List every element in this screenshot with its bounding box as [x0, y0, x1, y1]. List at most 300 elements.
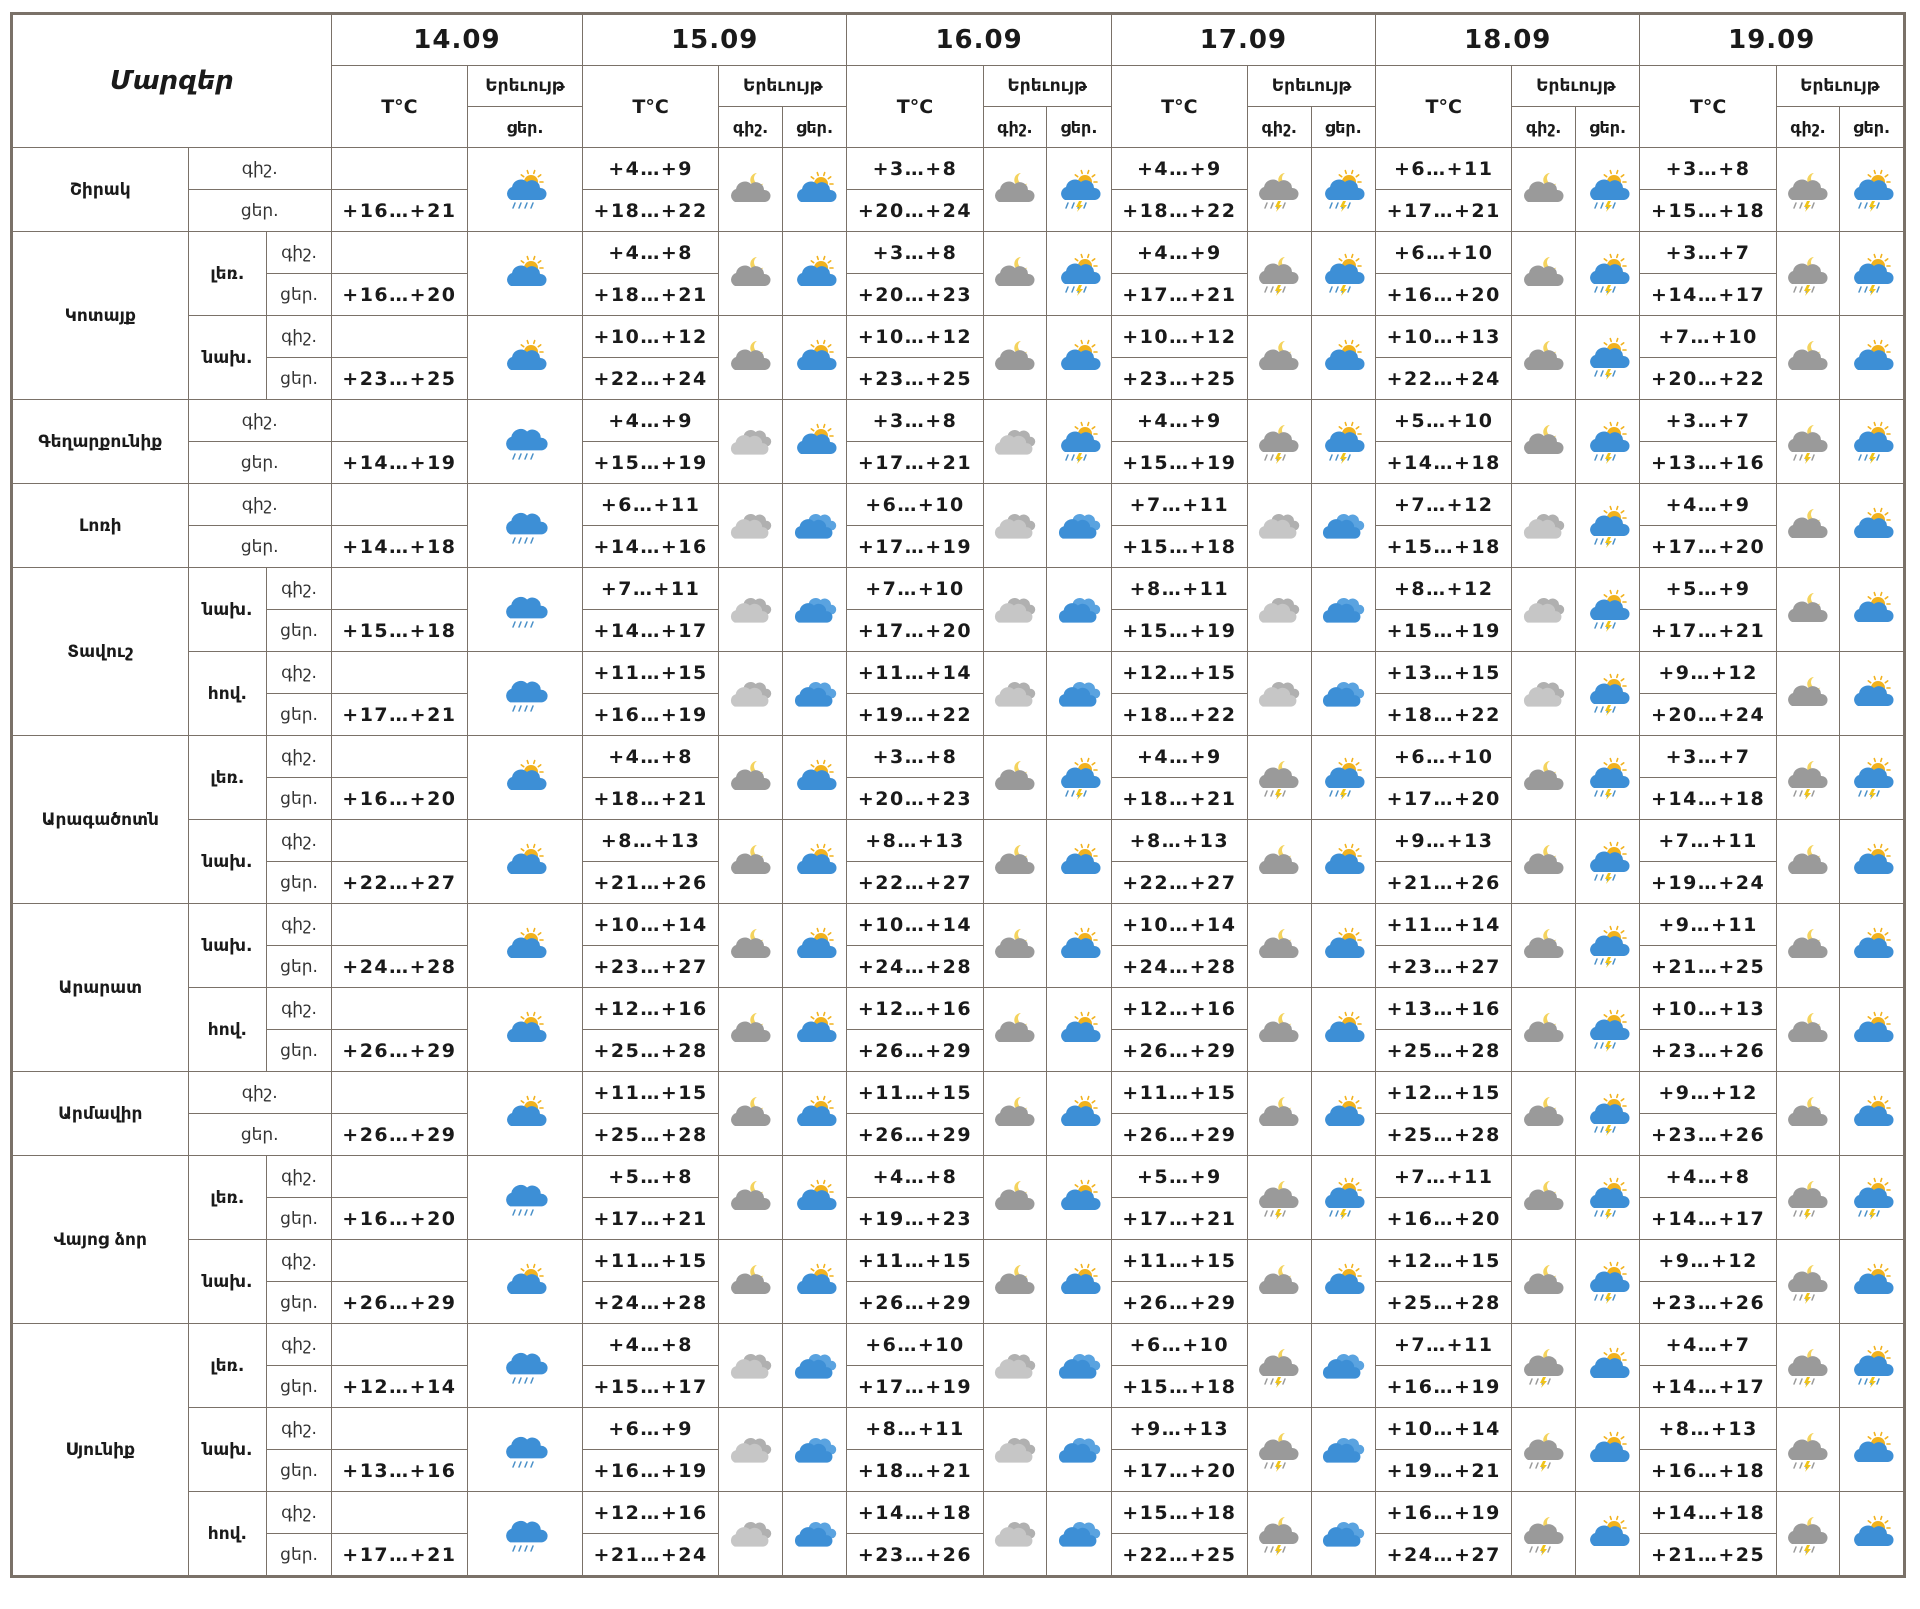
sun-cloud-thunder-rain-icon: [1576, 504, 1640, 548]
weather-cell: [782, 232, 847, 316]
weather-cell: [1247, 148, 1311, 232]
weather-cell: [782, 988, 847, 1072]
weather-cell: [468, 1156, 583, 1240]
weather-cell: [1047, 568, 1112, 652]
night-label: գիշ.: [267, 1408, 332, 1450]
temperature-range: +14…+17: [1640, 1366, 1776, 1408]
cloud-moon-icon: [984, 336, 1047, 380]
temperature-range: +21…+26: [1376, 862, 1512, 904]
phenomenon-header: Երեւույթ: [468, 66, 583, 107]
date-header: 19.09: [1640, 14, 1905, 66]
cloud-moon-thunder-rain-icon: [1248, 420, 1311, 464]
temperature-range: +4…+9: [1111, 148, 1247, 190]
weather-cell: [1776, 316, 1840, 400]
temperature-range: +17…+21: [847, 442, 983, 484]
weather-cell: [1247, 1408, 1311, 1492]
weather-cell: [1776, 400, 1840, 484]
grey-clouds-icon: [1248, 504, 1311, 548]
day-label: ցեր.: [267, 274, 332, 316]
sun-cloud-icon: [783, 1260, 847, 1304]
temperature-range: +16…+21: [331, 190, 467, 232]
temperature-range: +11…+15: [583, 652, 719, 694]
weather-cell: [1575, 652, 1640, 736]
sun-cloud-rain-icon: [468, 168, 582, 212]
blue-clouds-icon: [1312, 504, 1376, 548]
cloud-moon-icon: [1512, 1176, 1575, 1220]
weather-cell: [1512, 820, 1576, 904]
cloud-moon-icon: [719, 252, 782, 296]
blue-clouds-icon: [1312, 1428, 1376, 1472]
table-row: [12, 1240, 1905, 1282]
sun-cloud-icon: [1047, 1092, 1111, 1136]
weather-cell: [719, 232, 783, 316]
date-header: 17.09: [1111, 14, 1375, 66]
cloud-rain-icon: [468, 1428, 582, 1472]
cloud-moon-icon: [1512, 252, 1575, 296]
weather-cell: [468, 232, 583, 316]
temperature-range: +12…+14: [331, 1366, 467, 1408]
sun-cloud-icon: [1047, 1176, 1111, 1220]
weather-cell: [1311, 1324, 1376, 1408]
temperature-range: +20…+24: [1640, 694, 1776, 736]
day-label: ցեր.: [188, 526, 331, 568]
temperature-range: +14…+17: [583, 610, 719, 652]
grey-clouds-icon: [719, 420, 782, 464]
temperature-range: +13…+16: [1376, 988, 1512, 1030]
table-row: [12, 400, 1905, 442]
region-name: Լոռի: [12, 484, 189, 568]
sun-cloud-thunder-rain-icon: [1047, 756, 1111, 800]
weather-cell: [1776, 736, 1840, 820]
weather-cell: [1311, 652, 1376, 736]
temperature-range: +8…+11: [847, 1408, 983, 1450]
weather-cell: [1840, 904, 1905, 988]
weather-cell: [983, 988, 1047, 1072]
temperature-range: +14…+18: [1640, 1492, 1776, 1534]
temperature-range: +5…+9: [1640, 568, 1776, 610]
temperature-range: +18…+21: [583, 274, 719, 316]
weather-cell: [1311, 148, 1376, 232]
temperature-range: +18…+21: [583, 778, 719, 820]
night-subheader: գիշ.: [1247, 107, 1311, 148]
weather-cell: [1776, 232, 1840, 316]
weather-cell: [983, 484, 1047, 568]
day-subheader: ցեր.: [1047, 107, 1112, 148]
weather-cell: [468, 820, 583, 904]
weather-cell: [1311, 400, 1376, 484]
cloud-moon-thunder-rain-icon: [1512, 1428, 1575, 1472]
cloud-rain-icon: [468, 672, 582, 716]
temperature-range: +4…+8: [583, 736, 719, 778]
weather-cell: [1512, 1324, 1576, 1408]
day-label: ցեր.: [267, 1450, 332, 1492]
temperature-range: +4…+9: [1111, 400, 1247, 442]
day-label: ցեր.: [188, 442, 331, 484]
temperature-range: +13…+16: [331, 1450, 467, 1492]
temperature-range: +4…+9: [1111, 736, 1247, 778]
temperature-range: +10…+12: [1111, 316, 1247, 358]
weather-cell: [1776, 1324, 1840, 1408]
sun-cloud-icon: [468, 840, 582, 884]
weather-cell: [782, 148, 847, 232]
weather-cell: [1840, 232, 1905, 316]
cloud-moon-icon: [1777, 504, 1840, 548]
weather-cell: [1776, 568, 1840, 652]
temperature-range: +17…+21: [1111, 274, 1247, 316]
temperature-range: +23…+26: [1640, 1030, 1776, 1072]
weather-cell: [1247, 988, 1311, 1072]
weather-cell: [1311, 1156, 1376, 1240]
weather-cell: [719, 652, 783, 736]
day-subheader: ցեր.: [1311, 107, 1376, 148]
temperature-range: +18…+22: [583, 190, 719, 232]
cloud-rain-icon: [468, 1176, 582, 1220]
sun-cloud-icon: [1047, 1008, 1111, 1052]
temperature-range: +14…+17: [1640, 1198, 1776, 1240]
grey-clouds-icon: [984, 672, 1047, 716]
temperature-range: +4…+8: [847, 1156, 983, 1198]
region-name: Արագածոտն: [12, 736, 189, 904]
temperature-range: +15…+19: [583, 442, 719, 484]
temperature-range: +6…+10: [1376, 232, 1512, 274]
sun-cloud-icon: [783, 1092, 847, 1136]
sun-cloud-thunder-rain-icon: [1047, 252, 1111, 296]
temperature-range: +24…+28: [583, 1282, 719, 1324]
temperature-range: +22…+25: [1111, 1534, 1247, 1577]
cloud-moon-thunder-rain-icon: [1777, 1260, 1840, 1304]
temperature-range: +12…+16: [847, 988, 983, 1030]
temperature-range: +26…+29: [1111, 1114, 1247, 1156]
sun-cloud-icon: [783, 1176, 847, 1220]
temperature-range: +9…+11: [1640, 904, 1776, 946]
blue-clouds-icon: [1047, 588, 1111, 632]
phenomenon-header: Երեւույթ: [1247, 66, 1375, 107]
weather-cell: [1512, 148, 1576, 232]
temperature-range: +23…+26: [1640, 1114, 1776, 1156]
weather-cell: [1047, 1072, 1112, 1156]
temperature-range: +20…+24: [847, 190, 983, 232]
temperature-range: +17…+19: [847, 1366, 983, 1408]
temperature-range: +10…+14: [583, 904, 719, 946]
grey-clouds-icon: [719, 1512, 782, 1556]
temperature-range: +17…+21: [1111, 1198, 1247, 1240]
night-label: գիշ.: [188, 1072, 331, 1114]
temperature-range: +23…+27: [1376, 946, 1512, 988]
cloud-moon-thunder-rain-icon: [1248, 252, 1311, 296]
temperature-range: +16…+19: [1376, 1492, 1512, 1534]
temperature-range: +17…+20: [1376, 778, 1512, 820]
temperature-range: +7…+10: [847, 568, 983, 610]
region-name: Արարատ: [12, 904, 189, 1072]
temperature-range: +3…+8: [1640, 148, 1776, 190]
cloud-moon-icon: [719, 336, 782, 380]
weather-cell: [1840, 988, 1905, 1072]
temperature-range: +18…+21: [1111, 778, 1247, 820]
weather-cell: [1776, 1072, 1840, 1156]
day-label: ցեր.: [267, 862, 332, 904]
region-name: Արմավիր: [12, 1072, 189, 1156]
temperature-range: +6…+11: [1376, 148, 1512, 190]
cloud-moon-thunder-rain-icon: [1248, 1344, 1311, 1388]
blue-clouds-icon: [783, 504, 847, 548]
weather-cell: [1512, 1492, 1576, 1577]
temperature-range: +25…+28: [1376, 1114, 1512, 1156]
sun-cloud-thunder-rain-icon: [1576, 168, 1640, 212]
temperature-range: +23…+25: [1111, 358, 1247, 400]
weather-cell: [1575, 1408, 1640, 1492]
weather-cell: [782, 652, 847, 736]
temperature-range: [331, 1156, 467, 1198]
sun-cloud-thunder-rain-icon: [1312, 252, 1376, 296]
temperature-range: +14…+18: [1640, 778, 1776, 820]
temperature-range: +17…+21: [583, 1198, 719, 1240]
weather-cell: [983, 568, 1047, 652]
sun-cloud-thunder-rain-icon: [1840, 756, 1903, 800]
temperature-range: +8…+12: [1376, 568, 1512, 610]
sun-cloud-thunder-rain-icon: [1576, 1260, 1640, 1304]
sun-cloud-icon: [1312, 1260, 1376, 1304]
cloud-moon-icon: [1512, 336, 1575, 380]
temperature-range: +17…+19: [847, 526, 983, 568]
weather-cell: [1247, 904, 1311, 988]
weather-cell: [1311, 232, 1376, 316]
cloud-moon-thunder-rain-icon: [1777, 756, 1840, 800]
sun-cloud-icon: [1047, 840, 1111, 884]
weather-cell: [1575, 1072, 1640, 1156]
night-label: գիշ.: [267, 232, 332, 274]
cloud-moon-icon: [1248, 840, 1311, 884]
weather-cell: [1247, 1156, 1311, 1240]
cloud-moon-icon: [1512, 1092, 1575, 1136]
weather-cell: [1047, 988, 1112, 1072]
sun-cloud-thunder-rain-icon: [1840, 1176, 1903, 1220]
cloud-moon-icon: [1512, 756, 1575, 800]
temperature-range: [331, 232, 467, 274]
temperature-header: T°C: [583, 66, 719, 148]
temperature-range: +19…+22: [847, 694, 983, 736]
sun-cloud-icon: [1840, 588, 1903, 632]
temperature-range: +14…+18: [331, 526, 467, 568]
night-label: գիշ.: [267, 904, 332, 946]
weather-cell: [1575, 400, 1640, 484]
weather-cell: [719, 1156, 783, 1240]
temperature-range: +9…+12: [1640, 652, 1776, 694]
table-row: [12, 652, 1905, 694]
sun-cloud-icon: [1840, 1512, 1903, 1556]
weather-cell: [1311, 1240, 1376, 1324]
cloud-moon-icon: [1777, 588, 1840, 632]
temperature-range: +15…+18: [1111, 1366, 1247, 1408]
region-name: Շիրակ: [12, 148, 189, 232]
forecast-table-wrapper: [10, 12, 1906, 1598]
sun-cloud-thunder-rain-icon: [1840, 252, 1903, 296]
subregion-name: հով.: [188, 652, 267, 736]
temperature-range: +24…+28: [331, 946, 467, 988]
cloud-moon-icon: [1248, 336, 1311, 380]
temperature-range: +7…+11: [583, 568, 719, 610]
day-label: ցեր.: [267, 1366, 332, 1408]
weather-cell: [1840, 568, 1905, 652]
sun-cloud-thunder-rain-icon: [1312, 168, 1376, 212]
weather-cell: [782, 1492, 847, 1577]
night-label: գիշ.: [267, 568, 332, 610]
temperature-range: +3…+7: [1640, 232, 1776, 274]
temperature-range: +25…+28: [583, 1114, 719, 1156]
weather-cell: [1776, 1492, 1840, 1577]
temperature-range: +17…+21: [331, 1534, 467, 1577]
weather-cell: [1047, 148, 1112, 232]
sun-cloud-thunder-rain-icon: [1312, 1176, 1376, 1220]
cloud-moon-icon: [1777, 672, 1840, 716]
weather-cell: [782, 568, 847, 652]
temperature-range: +22…+27: [847, 862, 983, 904]
weather-cell: [1776, 988, 1840, 1072]
temperature-range: +23…+25: [331, 358, 467, 400]
weather-cell: [1311, 484, 1376, 568]
date-header: 14.09: [331, 14, 582, 66]
weather-cell: [1575, 736, 1640, 820]
sun-cloud-icon: [468, 924, 582, 968]
weather-cell: [1311, 736, 1376, 820]
cloud-rain-icon: [468, 1512, 582, 1556]
weather-cell: [1247, 232, 1311, 316]
cloud-rain-icon: [468, 420, 582, 464]
temperature-range: +10…+12: [847, 316, 983, 358]
temperature-range: +22…+24: [1376, 358, 1512, 400]
temperature-range: +6…+10: [1376, 736, 1512, 778]
temperature-range: +11…+15: [1111, 1072, 1247, 1114]
sun-cloud-icon: [468, 336, 582, 380]
cloud-moon-icon: [719, 840, 782, 884]
weather-cell: [983, 820, 1047, 904]
temperature-range: +15…+19: [1111, 610, 1247, 652]
weather-cell: [983, 1240, 1047, 1324]
temperature-range: +22…+27: [331, 862, 467, 904]
table-row: [12, 232, 1905, 274]
weather-cell: [1047, 1324, 1112, 1408]
temperature-range: [331, 1072, 467, 1114]
cloud-moon-icon: [984, 924, 1047, 968]
temperature-range: [331, 1240, 467, 1282]
temperature-range: +4…+9: [583, 400, 719, 442]
forecast-table: [10, 12, 1906, 1578]
cloud-moon-icon: [984, 1092, 1047, 1136]
temperature-range: +11…+15: [847, 1240, 983, 1282]
temperature-range: +7…+10: [1640, 316, 1776, 358]
cloud-moon-thunder-rain-icon: [1777, 168, 1840, 212]
temperature-range: +6…+10: [1111, 1324, 1247, 1366]
temperature-range: +13…+16: [1640, 442, 1776, 484]
weather-cell: [468, 568, 583, 652]
sun-cloud-icon: [1840, 924, 1903, 968]
cloud-moon-icon: [984, 1176, 1047, 1220]
night-label: գիշ.: [267, 1240, 332, 1282]
weather-cell: [1512, 652, 1576, 736]
weather-cell: [983, 1492, 1047, 1577]
weather-cell: [468, 484, 583, 568]
weather-cell: [1311, 316, 1376, 400]
cloud-moon-icon: [1512, 168, 1575, 212]
weather-cell: [719, 820, 783, 904]
weather-cell: [1840, 652, 1905, 736]
temperature-range: +10…+14: [1376, 1408, 1512, 1450]
phenomenon-header: Երեւույթ: [1776, 66, 1904, 107]
weather-cell: [1776, 148, 1840, 232]
sun-cloud-icon: [1312, 336, 1376, 380]
blue-clouds-icon: [783, 1344, 847, 1388]
sun-cloud-icon: [468, 1008, 582, 1052]
weather-cell: [1575, 820, 1640, 904]
weather-cell: [719, 904, 783, 988]
region-name: Տավուշ: [12, 568, 189, 736]
weather-cell: [719, 1072, 783, 1156]
day-label: ցեր.: [267, 1534, 332, 1577]
temperature-range: [331, 316, 467, 358]
blue-clouds-icon: [1047, 1428, 1111, 1472]
weather-cell: [719, 400, 783, 484]
phenomenon-header: Երեւույթ: [983, 66, 1111, 107]
cloud-moon-icon: [984, 252, 1047, 296]
weather-cell: [1512, 736, 1576, 820]
weather-cell: [1575, 1156, 1640, 1240]
day-label: ցեր.: [188, 1114, 331, 1156]
sun-cloud-icon: [783, 168, 847, 212]
day-subheader: ցեր.: [1575, 107, 1640, 148]
weather-cell: [1840, 736, 1905, 820]
temperature-header: T°C: [1640, 66, 1776, 148]
temperature-range: +10…+14: [1111, 904, 1247, 946]
weather-cell: [782, 1324, 847, 1408]
table-row: [12, 1072, 1905, 1114]
temperature-range: +26…+29: [331, 1030, 467, 1072]
weather-cell: [1840, 484, 1905, 568]
weather-cell: [983, 652, 1047, 736]
weather-cell: [1311, 1072, 1376, 1156]
temperature-range: +16…+20: [331, 274, 467, 316]
regions-header: Մարզեր: [12, 14, 332, 148]
weather-cell: [1776, 1240, 1840, 1324]
cloud-moon-icon: [719, 168, 782, 212]
subregion-name: լեռ.: [188, 232, 267, 316]
grey-clouds-icon: [1512, 672, 1575, 716]
temperature-range: +23…+25: [847, 358, 983, 400]
night-label: գիշ.: [267, 1156, 332, 1198]
weather-cell: [719, 1492, 783, 1577]
temperature-range: +15…+18: [1111, 526, 1247, 568]
temperature-range: +23…+26: [1640, 1282, 1776, 1324]
cloud-moon-thunder-rain-icon: [1248, 1512, 1311, 1556]
temperature-range: +7…+12: [1376, 484, 1512, 526]
weather-cell: [983, 1324, 1047, 1408]
cloud-moon-thunder-rain-icon: [1777, 1428, 1840, 1472]
weather-cell: [1247, 1492, 1311, 1577]
temperature-range: +24…+28: [847, 946, 983, 988]
blue-clouds-icon: [1312, 1512, 1376, 1556]
cloud-moon-icon: [984, 1008, 1047, 1052]
weather-cell: [1247, 1072, 1311, 1156]
weather-cell: [1512, 1072, 1576, 1156]
sun-cloud-icon: [468, 1260, 582, 1304]
region-name: Գեղարքունիք: [12, 400, 189, 484]
temperature-range: +4…+8: [583, 1324, 719, 1366]
temperature-range: +11…+15: [583, 1072, 719, 1114]
blue-clouds-icon: [783, 672, 847, 716]
weather-cell: [719, 1408, 783, 1492]
grey-clouds-icon: [984, 1428, 1047, 1472]
cloud-moon-icon: [984, 168, 1047, 212]
temperature-range: +26…+29: [847, 1114, 983, 1156]
cloud-moon-thunder-rain-icon: [1248, 168, 1311, 212]
